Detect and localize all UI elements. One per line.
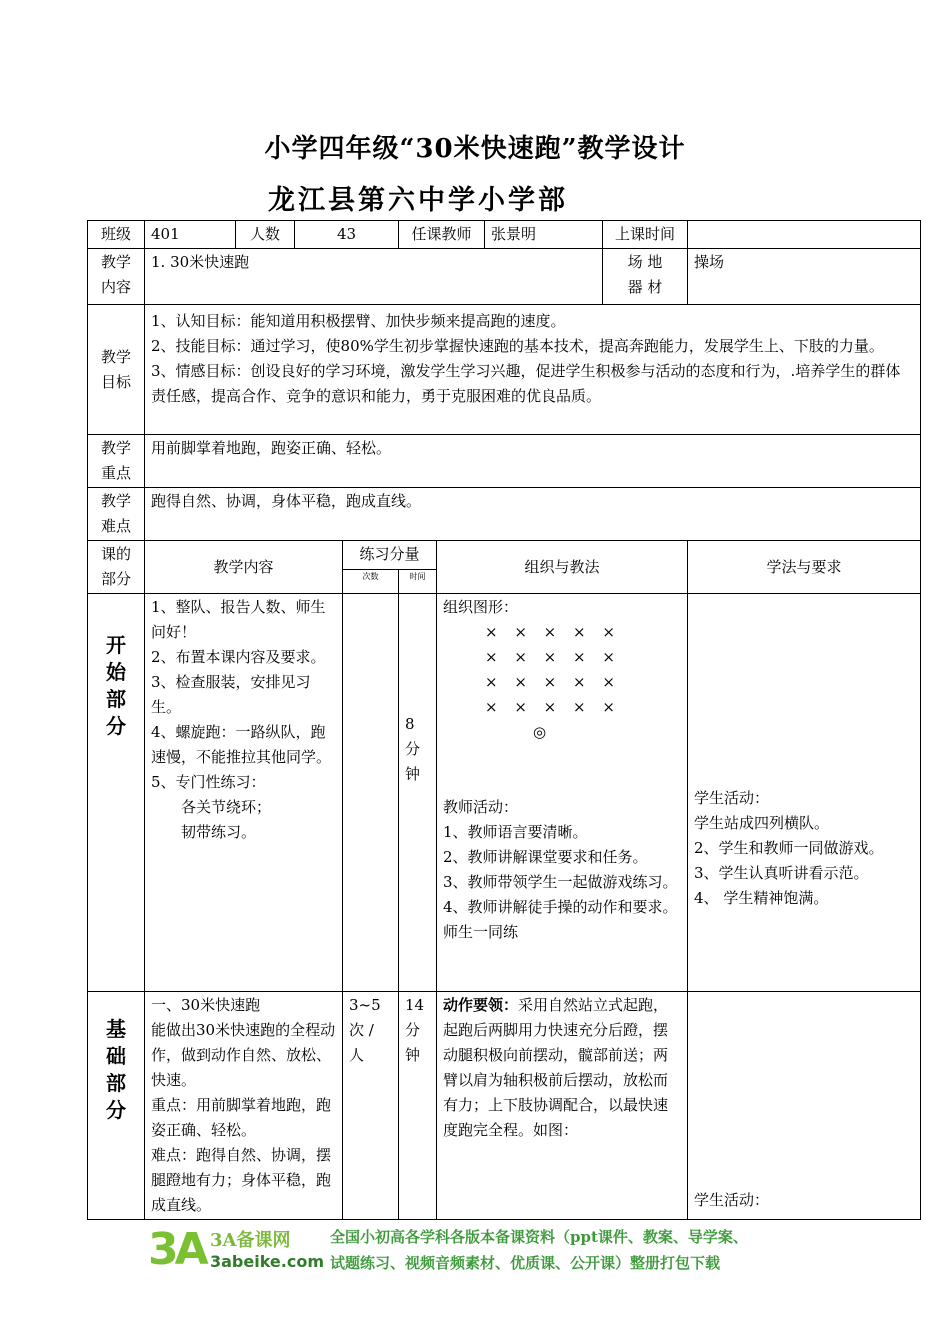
content-label-line: 内容 [100, 278, 131, 296]
basic-times-line: 3~5 [349, 996, 381, 1014]
teacher-activity-line: 2、教师讲解课堂要求和任务。 [443, 848, 648, 866]
formation-row: × × × × × [485, 623, 621, 641]
basic-times-line: 次 / [349, 1021, 374, 1039]
basic-content-line: 重点：用前脚掌着地跑，跑姿正确、轻松。 [151, 1096, 332, 1139]
part-header-line: 部分 [100, 570, 131, 588]
venue-label [603, 249, 688, 305]
goals-label [88, 305, 145, 435]
student-activity-line: 学生站成四列横队。 [694, 814, 830, 832]
class-label: 班级 [88, 221, 145, 249]
footer-ad [330, 1224, 850, 1276]
goal-line: 2、技能目标：通过学习，使80%学生初步掌握快速跑的基本技术，提高奔跑能力，发展学生上、下肢的力量。 [151, 337, 884, 355]
start-duration-char: 钟 [405, 765, 421, 783]
study-header: 学法与要求 [688, 541, 921, 594]
teacher-label: 任课教师 [399, 221, 485, 249]
basic-times-line: 人 [349, 1046, 365, 1064]
student-activity-line: 2、学生和教师一同做游戏。 [694, 839, 884, 857]
content-value: 1. 30米快速跑 [145, 249, 603, 305]
count-value: 43 [295, 221, 399, 249]
basic-study: 学生活动： [688, 992, 921, 1220]
difficulty-label-line: 教学 [100, 492, 131, 510]
start-duration-char: 分 [405, 740, 421, 758]
part-header-line: 课的 [100, 545, 131, 563]
method-label: 动作要领： [443, 996, 519, 1014]
basic-content-line: 难点：跑得自然、协调，摆腿蹬地有力；身体平稳，跑成直线。 [151, 1146, 332, 1214]
lesson-plan-table [87, 220, 921, 1220]
school-name: 龙江县第六中学小学部 [268, 185, 568, 216]
ad-line: 全国小初高各学科各版本备课资料（ppt课件、教案、导学案、 [330, 1228, 748, 1246]
venue-label-line: 场 地 [627, 253, 663, 271]
class-value: 401 [145, 221, 236, 249]
goal-line: 3、情感目标：创设良好的学习环境，激发学生学习兴趣，促进学生积极参与活动的态度和行为，.培养学生的群体责任感，提高合作、竞争的意识和能力，勇于克服困难的优良品质。 [151, 362, 901, 405]
logo-url: 3abeike.com [210, 1252, 325, 1271]
difficulty-label [88, 488, 145, 541]
start-duration [399, 594, 437, 992]
start-content-line: 2、布置本课内容及要求。 [151, 648, 326, 666]
key-point-row [88, 435, 921, 488]
basic-content-line: 能做出30米快速跑的全程动作，做到动作自然、放松、快速。 [151, 1021, 336, 1089]
part-header [88, 541, 145, 594]
basic-section-name [88, 992, 145, 1220]
basic-duration [399, 992, 437, 1220]
start-name-char: 分 [106, 714, 126, 738]
start-organization [437, 594, 688, 992]
basic-times [343, 992, 399, 1220]
basic-duration-char: 分 [405, 1021, 421, 1039]
formation-row: × × × × × [485, 648, 621, 666]
start-content-line: 各关节绕环； [151, 798, 272, 816]
goals-label-line: 目标 [100, 372, 131, 391]
start-name-char: 部 [106, 687, 126, 711]
start-content-line: 4、螺旋跑：一路纵队，跑速慢，不能推拉其他同学。 [151, 723, 332, 766]
teacher-value: 张景明 [485, 221, 603, 249]
goals-text [145, 305, 921, 435]
content-row [88, 249, 921, 305]
teacher-activity-line: 师生一同练 [443, 923, 519, 941]
start-name-char: 始 [106, 660, 126, 684]
content-label-line: 教学 [100, 253, 131, 271]
goals-row [88, 305, 921, 435]
venue-value: 操场 [688, 249, 921, 305]
formation-row: × × × × × [485, 673, 621, 691]
start-content-line: 韧带练习。 [151, 823, 257, 841]
difficulty-label-line: 难点 [100, 517, 131, 535]
teacher-activity-line: 3、教师带领学生一起做游戏练习。 [443, 873, 678, 891]
logo-name: 3A备课网 [210, 1230, 291, 1251]
page-title: 小学四年级“30米快速跑”教学设计 [264, 134, 686, 164]
teacher-activity-line: 教师活动： [443, 798, 519, 816]
key-point-label-line: 重点 [100, 464, 131, 482]
time-value [688, 221, 921, 249]
time-label: 上课时间 [603, 221, 688, 249]
basic-content-line: 一、30米快速跑 [151, 996, 261, 1014]
duration-header: 时间 [399, 569, 437, 593]
venue-label-line: 器 材 [627, 278, 663, 296]
organization-header: 组织与教法 [437, 541, 688, 594]
basic-duration-char: 14 [405, 996, 425, 1014]
start-section-row [88, 594, 921, 992]
key-point-label-line: 教学 [100, 439, 131, 457]
start-content-line: 5、专门性练习： [151, 773, 266, 791]
times-header: 次数 [343, 569, 399, 593]
start-content [145, 594, 343, 992]
site-logo[interactable] [148, 1222, 323, 1280]
difficulty-value: 跑得自然、协调，身体平稳，跑成直线。 [145, 488, 921, 541]
basic-duration-char: 钟 [405, 1046, 421, 1064]
start-name-char: 开 [106, 633, 126, 657]
content-label [88, 249, 145, 305]
start-content-line: 3、检查服装，安排见习生。 [151, 673, 311, 716]
formation-spacer [443, 745, 681, 795]
column-header-row [88, 541, 921, 570]
count-label: 人数 [236, 221, 295, 249]
key-point-label [88, 435, 145, 488]
basic-name-char: 基 [106, 1017, 126, 1041]
basic-name-char: 部 [106, 1071, 126, 1095]
logo-mark: 3A [148, 1224, 205, 1275]
start-content-line: 1、整队、报告人数、师生问好！ [151, 598, 326, 641]
basic-name-char: 分 [106, 1098, 126, 1122]
student-activity-line: 3、学生认真听讲看示范。 [694, 864, 869, 882]
goal-line: 1、认知目标：能知道用积极摆臂、加快步频来提高跑的速度。 [151, 312, 566, 330]
content-header: 教学内容 [145, 541, 343, 594]
method-text: 采用自然站立式起跑，起跑后两脚用力快速充分后蹬，摆动腿积极向前摆动，髋部前送；两臂以肩为轴积极前后摆动，放松而有力；上下肢协调配合，以最快速度跑完全程。如图： [443, 996, 669, 1139]
difficulty-row [88, 488, 921, 541]
student-activity-line: 4、 学生精神饱满。 [694, 889, 829, 907]
basic-organization [437, 992, 688, 1220]
info-row [88, 221, 921, 249]
basic-section-row [88, 992, 921, 1220]
start-duration-char: 8 [405, 715, 415, 733]
basic-content [145, 992, 343, 1220]
basic-name-char: 础 [106, 1044, 126, 1068]
formation-title: 组织图形： [443, 598, 519, 616]
goals-label-line: 教学 [100, 347, 131, 366]
load-header: 练习分量 [343, 541, 437, 570]
teacher-activity-line: 1、教师语言要清晰。 [443, 823, 588, 841]
student-activity-line: 学生活动： [694, 789, 770, 807]
key-point-value: 用前脚掌着地跑，跑姿正确、轻松。 [145, 435, 921, 488]
formation-row: × × × × × [485, 698, 621, 716]
teacher-activity-line: 4、教师讲解徒手操的动作和要求。 [443, 898, 678, 916]
start-section-name [88, 594, 145, 992]
teacher-position-mark: ◎ [533, 723, 547, 741]
start-study [688, 594, 921, 992]
ad-line: 试题练习、视频音频素材、优质课、公开课）整册打包下载 [330, 1254, 721, 1272]
start-times [343, 594, 399, 992]
